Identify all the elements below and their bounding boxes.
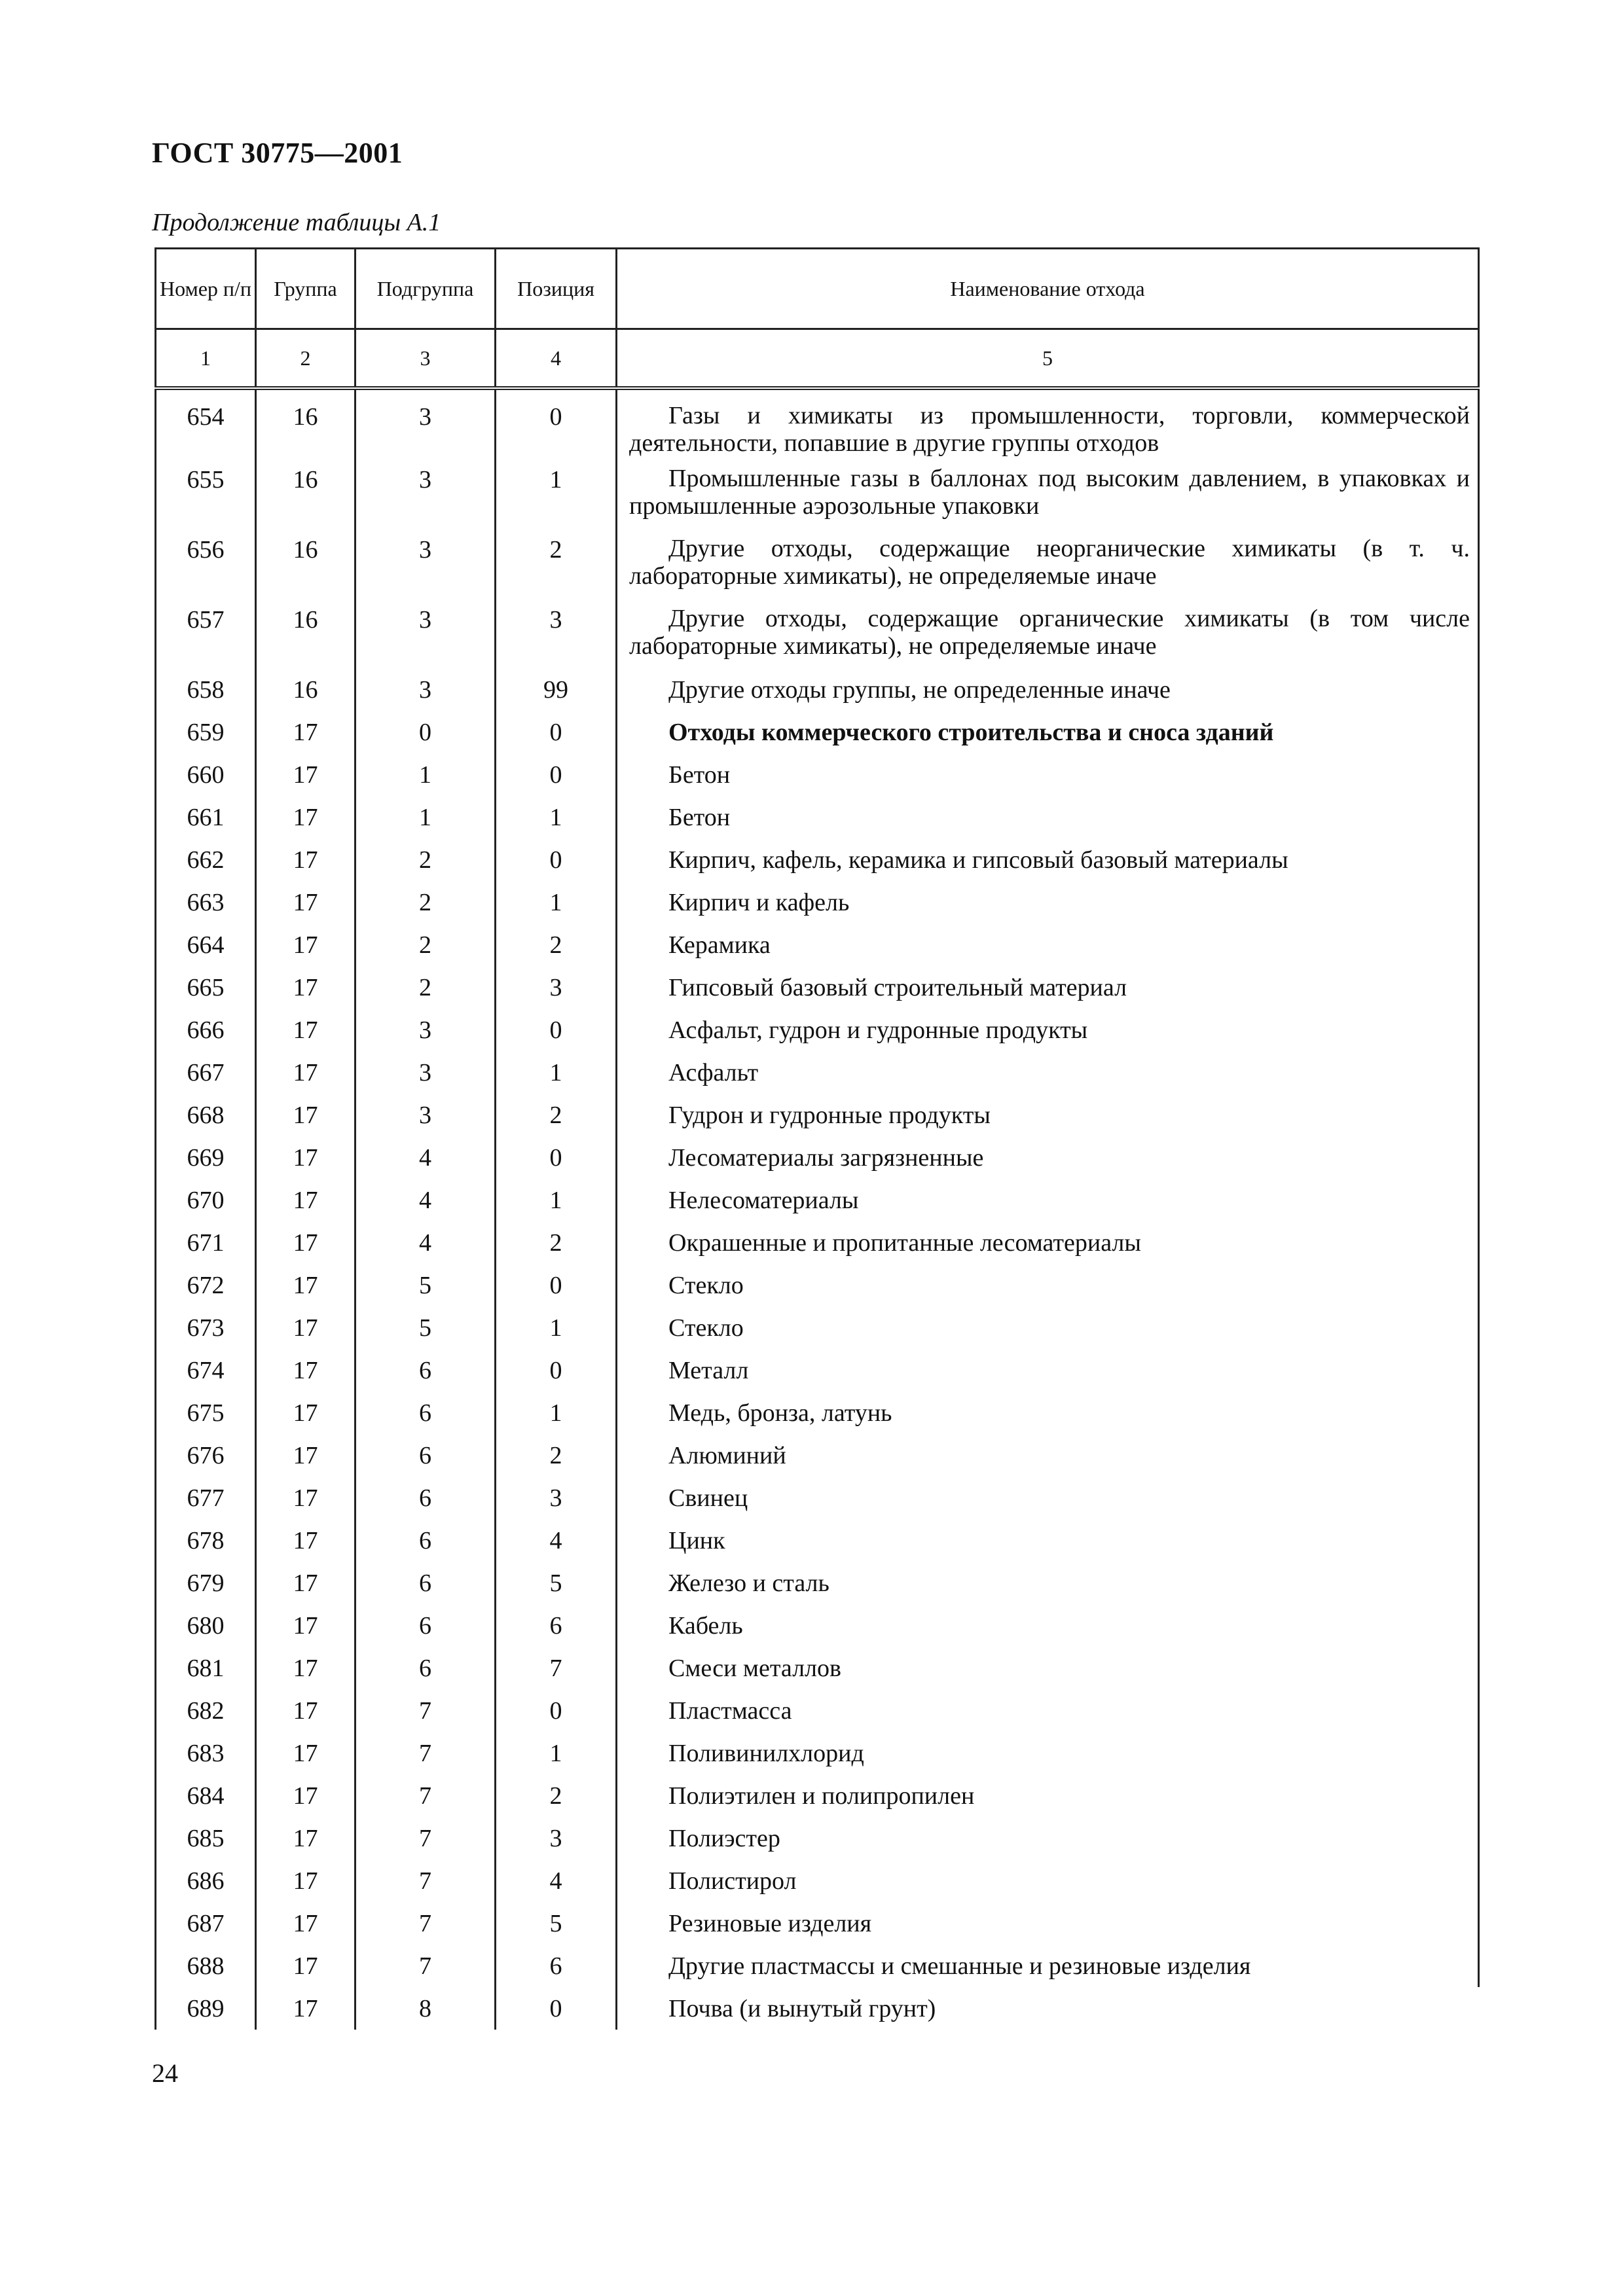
table-caption: Продолжение таблицы А.1: [152, 209, 441, 236]
table-row: [156, 1987, 1479, 2030]
cell-name: [617, 1094, 1479, 1136]
table-row: [156, 1562, 1479, 1604]
waste-name-text: Кирпич, кафель, керамика и гипсовый базовый материалы: [668, 846, 1288, 874]
cell-position: 0: [496, 1264, 617, 1306]
cell-name: [617, 1647, 1479, 1689]
cell-name: [617, 1519, 1479, 1562]
cell-group: 17: [256, 881, 356, 924]
cell-subgroup: 3: [356, 1051, 496, 1094]
table-row: [156, 711, 1479, 753]
table-row: [156, 1136, 1479, 1179]
cell-number: 678: [156, 1519, 256, 1562]
document-header: ГОСТ 30775—2001: [152, 137, 403, 169]
cell-subgroup: 5: [356, 1306, 496, 1349]
cell-group: 17: [256, 1136, 356, 1179]
col-number-1: 1: [156, 329, 256, 389]
waste-name-text: Пластмасса: [668, 1697, 792, 1725]
cell-position: 0: [496, 1689, 617, 1732]
cell-position: 5: [496, 1902, 617, 1945]
cell-number: 658: [156, 668, 256, 711]
cell-subgroup: 6: [356, 1519, 496, 1562]
cell-group: 17: [256, 1987, 356, 2030]
cell-position: 1: [496, 1732, 617, 1774]
cell-subgroup: 1: [356, 753, 496, 796]
cell-name: [617, 1051, 1479, 1094]
cell-subgroup: 4: [356, 1136, 496, 1179]
cell-subgroup: 7: [356, 1689, 496, 1732]
cell-position: 3: [496, 966, 617, 1009]
cell-name: [617, 1434, 1479, 1477]
waste-name-text: Металл: [668, 1357, 749, 1384]
cell-position: 1: [496, 1391, 617, 1434]
cell-subgroup: 6: [356, 1562, 496, 1604]
cell-number: 662: [156, 838, 256, 881]
cell-name: [617, 1306, 1479, 1349]
cell-group: 17: [256, 1391, 356, 1434]
cell-name: [617, 838, 1479, 881]
cell-position: 6: [496, 1945, 617, 1987]
cell-position: 1: [496, 796, 617, 838]
waste-name-text: Бетон: [668, 761, 731, 789]
cell-name: [617, 1774, 1479, 1817]
cell-number: 688: [156, 1945, 256, 1987]
table-row: [156, 1009, 1479, 1051]
cell-subgroup: 3: [356, 528, 496, 598]
table-row: [156, 1179, 1479, 1221]
cell-number: 668: [156, 1094, 256, 1136]
cell-position: 6: [496, 1604, 617, 1647]
cell-number: 685: [156, 1817, 256, 1859]
waste-name-text: Медь, бронза, латунь: [668, 1399, 892, 1427]
cell-subgroup: 6: [356, 1349, 496, 1391]
cell-name: [617, 1689, 1479, 1732]
cell-name: [617, 1902, 1479, 1945]
cell-group: 17: [256, 1094, 356, 1136]
cell-subgroup: 2: [356, 966, 496, 1009]
table-row: [156, 1817, 1479, 1859]
cell-subgroup: 2: [356, 881, 496, 924]
cell-subgroup: 3: [356, 668, 496, 711]
table-row: [156, 1477, 1479, 1519]
cell-subgroup: 3: [356, 458, 496, 528]
cell-name: [617, 1477, 1479, 1519]
cell-number: 665: [156, 966, 256, 1009]
cell-group: 16: [256, 528, 356, 598]
col-number-4: 4: [496, 329, 617, 389]
waste-name-text: Другие отходы, содержащие органические химикаты (в том числе лабораторные химикаты), не определяемые иначе: [629, 605, 1470, 660]
cell-group: 17: [256, 1945, 356, 1987]
cell-name: [617, 1179, 1479, 1221]
waste-name-text: Лесоматериалы загрязненные: [668, 1144, 984, 1172]
cell-position: 1: [496, 1179, 617, 1221]
cell-number: 675: [156, 1391, 256, 1434]
cell-number: 674: [156, 1349, 256, 1391]
cell-number: 659: [156, 711, 256, 753]
cell-number: 664: [156, 924, 256, 966]
cell-position: 2: [496, 1094, 617, 1136]
cell-group: 17: [256, 1009, 356, 1051]
table-body: [156, 388, 1479, 2030]
cell-number: 666: [156, 1009, 256, 1051]
cell-subgroup: 2: [356, 924, 496, 966]
cell-subgroup: 7: [356, 1945, 496, 1987]
cell-group: 17: [256, 1306, 356, 1349]
cell-position: 4: [496, 1859, 617, 1902]
cell-number: 689: [156, 1987, 256, 2030]
table-row: [156, 1689, 1479, 1732]
cell-subgroup: 7: [356, 1859, 496, 1902]
cell-position: 0: [496, 711, 617, 753]
cell-number: 682: [156, 1689, 256, 1732]
table-row: [156, 1945, 1479, 1987]
cell-group: 17: [256, 1264, 356, 1306]
cell-number: 663: [156, 881, 256, 924]
cell-subgroup: 6: [356, 1391, 496, 1434]
waste-name-text: Почва (и вынутый грунт): [668, 1995, 936, 2022]
cell-position: 2: [496, 528, 617, 598]
cell-name: [617, 711, 1479, 753]
col-number-2: 2: [256, 329, 356, 389]
cell-number: 677: [156, 1477, 256, 1519]
cell-name: [617, 924, 1479, 966]
waste-name-text: Стекло: [668, 1314, 744, 1342]
cell-position: 4: [496, 1519, 617, 1562]
cell-position: 5: [496, 1562, 617, 1604]
cell-subgroup: 1: [356, 796, 496, 838]
cell-subgroup: 7: [356, 1817, 496, 1859]
cell-group: 17: [256, 924, 356, 966]
cell-name: [617, 1136, 1479, 1179]
cell-subgroup: 6: [356, 1647, 496, 1689]
waste-name-text: Кабель: [668, 1612, 743, 1640]
cell-position: 0: [496, 838, 617, 881]
cell-group: 17: [256, 1604, 356, 1647]
waste-name-text: Гудрон и гудронные продукты: [668, 1102, 991, 1129]
waste-table: [155, 247, 1480, 2030]
cell-position: 1: [496, 1051, 617, 1094]
cell-name: [617, 1945, 1479, 1987]
cell-position: 1: [496, 881, 617, 924]
cell-subgroup: 7: [356, 1774, 496, 1817]
waste-name-text: Окрашенные и пропитанные лесоматериалы: [668, 1229, 1141, 1257]
cell-group: 17: [256, 1859, 356, 1902]
waste-name-text: Стекло: [668, 1272, 744, 1299]
cell-group: 17: [256, 1562, 356, 1604]
cell-subgroup: 7: [356, 1902, 496, 1945]
waste-name-text: Другие отходы группы, не определенные иначе: [668, 676, 1171, 704]
cell-position: 3: [496, 598, 617, 668]
cell-position: 2: [496, 924, 617, 966]
cell-number: 657: [156, 598, 256, 668]
cell-name: [617, 1009, 1479, 1051]
waste-name-text: Алюминий: [668, 1442, 786, 1469]
cell-number: 671: [156, 1221, 256, 1264]
cell-subgroup: 3: [356, 598, 496, 668]
table-row: [156, 1391, 1479, 1434]
waste-name-text: Нелесоматериалы: [668, 1187, 859, 1214]
cell-name: [617, 1732, 1479, 1774]
cell-group: 17: [256, 1051, 356, 1094]
col-header-name: Наименование отхода: [617, 249, 1479, 329]
table-row: [156, 1051, 1479, 1094]
waste-name-text: Смеси металлов: [668, 1655, 841, 1682]
table-row: [156, 1604, 1479, 1647]
cell-position: 0: [496, 1009, 617, 1051]
waste-name-text: Асфальт: [668, 1059, 759, 1086]
cell-name: [617, 1987, 1479, 2030]
cell-position: 2: [496, 1434, 617, 1477]
table-row: [156, 528, 1479, 598]
cell-position: 1: [496, 458, 617, 528]
cell-group: 16: [256, 668, 356, 711]
cell-group: 17: [256, 966, 356, 1009]
cell-group: 17: [256, 1647, 356, 1689]
table-row: [156, 838, 1479, 881]
table-row: [156, 668, 1479, 711]
cell-group: 17: [256, 1689, 356, 1732]
cell-name: [617, 1349, 1479, 1391]
cell-position: 2: [496, 1221, 617, 1264]
waste-name-text: Промышленные газы в баллонах под высоким давлением, в упаковках и промышленные аэрозольные упаковки: [629, 465, 1470, 520]
cell-subgroup: 4: [356, 1221, 496, 1264]
table-row: [156, 1349, 1479, 1391]
cell-number: 684: [156, 1774, 256, 1817]
cell-position: 1: [496, 1306, 617, 1349]
waste-name-text: Полистирол: [668, 1867, 797, 1895]
waste-name-text: Полиэстер: [668, 1825, 780, 1852]
cell-name: [617, 1221, 1479, 1264]
waste-name-text: Асфальт, гудрон и гудронные продукты: [668, 1016, 1088, 1044]
col-header-number: Номер п/п: [156, 249, 256, 329]
cell-group: 17: [256, 1732, 356, 1774]
cell-subgroup: 6: [356, 1434, 496, 1477]
cell-number: 656: [156, 528, 256, 598]
cell-number: 680: [156, 1604, 256, 1647]
table-row: [156, 1902, 1479, 1945]
cell-name: [617, 598, 1479, 668]
cell-position: 2: [496, 1774, 617, 1817]
waste-name-text: Кирпич и кафель: [668, 889, 850, 916]
cell-group: 17: [256, 1349, 356, 1391]
cell-position: 3: [496, 1477, 617, 1519]
cell-number: 661: [156, 796, 256, 838]
cell-number: 667: [156, 1051, 256, 1094]
cell-number: 679: [156, 1562, 256, 1604]
cell-group: 17: [256, 796, 356, 838]
table-row: [156, 598, 1479, 668]
cell-group: 16: [256, 598, 356, 668]
cell-subgroup: 4: [356, 1179, 496, 1221]
waste-name-text: Цинк: [668, 1527, 725, 1554]
cell-subgroup: 0: [356, 711, 496, 753]
cell-name: [617, 528, 1479, 598]
table-row: [156, 1647, 1479, 1689]
table-row: [156, 796, 1479, 838]
waste-name-text: Бетон: [668, 804, 731, 831]
cell-subgroup: 8: [356, 1987, 496, 2030]
col-number-3: 3: [356, 329, 496, 389]
waste-name-text: Керамика: [668, 931, 771, 959]
cell-subgroup: 2: [356, 838, 496, 881]
waste-name-text: Гипсовый базовый строительный материал: [668, 974, 1127, 1001]
cell-group: 17: [256, 1221, 356, 1264]
cell-group: 17: [256, 1817, 356, 1859]
cell-subgroup: 3: [356, 388, 496, 458]
table-header-row: [156, 249, 1479, 329]
cell-position: 0: [496, 1349, 617, 1391]
table-row: [156, 388, 1479, 458]
table-row: [156, 1221, 1479, 1264]
cell-number: 672: [156, 1264, 256, 1306]
cell-name: [617, 1859, 1479, 1902]
cell-name: [617, 1604, 1479, 1647]
cell-number: 686: [156, 1859, 256, 1902]
cell-number: 670: [156, 1179, 256, 1221]
waste-name-text: Полиэтилен и полипропилен: [668, 1782, 975, 1810]
cell-group: 16: [256, 388, 356, 458]
cell-number: 654: [156, 388, 256, 458]
cell-name: [617, 668, 1479, 711]
waste-name-text: Газы и химикаты из промышленности, торговли, коммерческой деятельности, попавшие в другие группы отходов: [629, 402, 1470, 457]
cell-name: [617, 1264, 1479, 1306]
cell-number: 673: [156, 1306, 256, 1349]
cell-group: 17: [256, 838, 356, 881]
cell-number: 687: [156, 1902, 256, 1945]
cell-number: 669: [156, 1136, 256, 1179]
table-row: [156, 966, 1479, 1009]
cell-group: 17: [256, 1519, 356, 1562]
table-row: [156, 1264, 1479, 1306]
cell-name: [617, 796, 1479, 838]
column-number-row: [156, 329, 1479, 389]
cell-group: 17: [256, 753, 356, 796]
table-row: [156, 1732, 1479, 1774]
table-row: [156, 1859, 1479, 1902]
cell-subgroup: 3: [356, 1009, 496, 1051]
waste-name-text: Другие отходы, содержащие неорганические химикаты (в т. ч. лабораторные химикаты), не определяемые иначе: [629, 535, 1470, 590]
waste-name-text: Свинец: [668, 1484, 748, 1512]
table-row: [156, 924, 1479, 966]
table-row: [156, 1774, 1479, 1817]
table-row: [156, 1094, 1479, 1136]
cell-number: 676: [156, 1434, 256, 1477]
page-number: 24: [152, 2058, 178, 2088]
cell-name: [617, 1391, 1479, 1434]
cell-name: [617, 753, 1479, 796]
cell-number: 683: [156, 1732, 256, 1774]
waste-name-text: Поливинилхлорид: [668, 1740, 864, 1767]
cell-group: 17: [256, 1902, 356, 1945]
waste-name-text: Резиновые изделия: [668, 1910, 872, 1937]
table-row: [156, 1306, 1479, 1349]
cell-group: 17: [256, 1477, 356, 1519]
cell-position: 0: [496, 388, 617, 458]
waste-name-text: Другие пластмассы и смешанные и резиновые изделия: [668, 1952, 1251, 1980]
cell-subgroup: 3: [356, 1094, 496, 1136]
cell-subgroup: 6: [356, 1604, 496, 1647]
col-header-subgroup: Подгруппа: [356, 249, 496, 329]
cell-name: [617, 966, 1479, 1009]
cell-position: 3: [496, 1817, 617, 1859]
cell-name: [617, 881, 1479, 924]
cell-position: 0: [496, 753, 617, 796]
cell-subgroup: 5: [356, 1264, 496, 1306]
cell-group: 16: [256, 458, 356, 528]
cell-subgroup: 7: [356, 1732, 496, 1774]
cell-position: 0: [496, 1136, 617, 1179]
table-row: [156, 1434, 1479, 1477]
cell-number: 655: [156, 458, 256, 528]
cell-position: 99: [496, 668, 617, 711]
col-header-group: Группа: [256, 249, 356, 329]
cell-name: [617, 1562, 1479, 1604]
table-row: [156, 881, 1479, 924]
cell-number: 660: [156, 753, 256, 796]
waste-name-text: Железо и сталь: [668, 1570, 830, 1597]
waste-name-text: Отходы коммерческого строительства и сноса зданий: [668, 719, 1274, 746]
table-row: [156, 458, 1479, 528]
cell-group: 17: [256, 711, 356, 753]
cell-group: 17: [256, 1774, 356, 1817]
cell-number: 681: [156, 1647, 256, 1689]
cell-subgroup: 6: [356, 1477, 496, 1519]
cell-position: 0: [496, 1987, 617, 2030]
table-row: [156, 1519, 1479, 1562]
col-header-position: Позиция: [496, 249, 617, 329]
cell-group: 17: [256, 1179, 356, 1221]
cell-name: [617, 388, 1479, 458]
cell-group: 17: [256, 1434, 356, 1477]
col-number-5: 5: [617, 329, 1479, 389]
cell-name: [617, 1817, 1479, 1859]
table-row: [156, 753, 1479, 796]
cell-position: 7: [496, 1647, 617, 1689]
cell-name: [617, 458, 1479, 528]
